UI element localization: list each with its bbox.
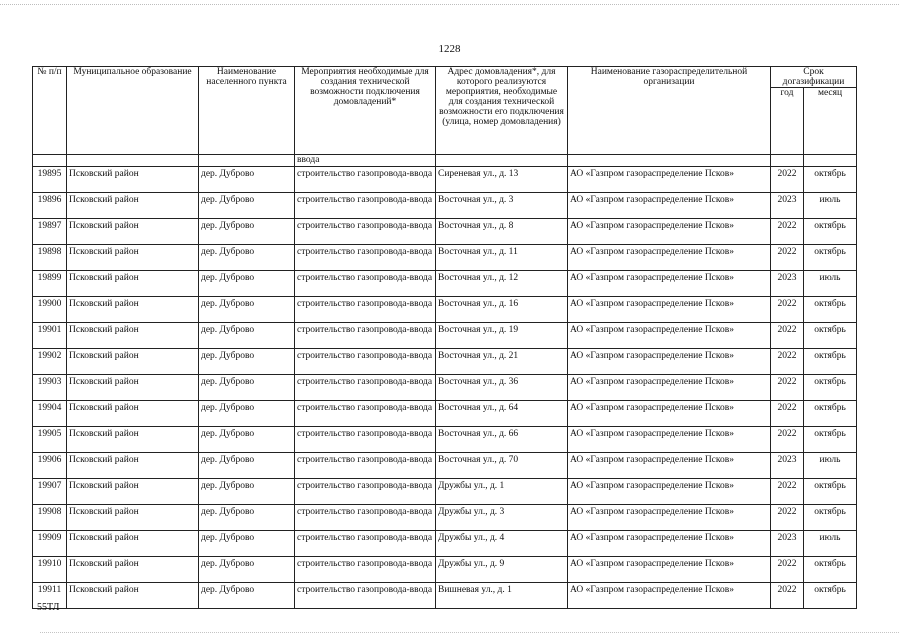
- header-num: № п/п: [33, 67, 67, 155]
- table-row: [33, 453, 857, 479]
- cell-municipality: Псковский район: [67, 375, 199, 401]
- cell-address: Восточная ул., д. 64: [436, 401, 568, 427]
- cell-num: 19905: [33, 427, 67, 453]
- cell-year: 2022: [771, 167, 804, 193]
- cell-month: октябрь: [804, 167, 857, 193]
- cell-org: АО «Газпром газораспределение Псков»: [568, 219, 771, 245]
- cell-settlement: дер. Дуброво: [199, 219, 295, 245]
- table-row: [33, 479, 857, 505]
- cell-address: Восточная ул., д. 3: [436, 193, 568, 219]
- header-settlement: Наименование населенного пункта: [199, 67, 295, 155]
- cell-measure: строительство газопровода-ввода: [295, 219, 436, 245]
- cell-num: 19898: [33, 245, 67, 271]
- cell-num: 19896: [33, 193, 67, 219]
- cell-measure: строительство газопровода-ввода: [295, 531, 436, 557]
- cell-measure: строительство газопровода-ввода: [295, 479, 436, 505]
- cell-settlement: дер. Дуброво: [199, 297, 295, 323]
- cell-org: АО «Газпром газораспределение Псков»: [568, 297, 771, 323]
- table-body: [33, 155, 857, 609]
- cell-year: 2022: [771, 401, 804, 427]
- cell-month: октябрь: [804, 375, 857, 401]
- table-row: [33, 323, 857, 349]
- cell-year: 2023: [771, 531, 804, 557]
- cell-org: АО «Газпром газораспределение Псков»: [568, 375, 771, 401]
- cell-municipality: Псковский район: [67, 401, 199, 427]
- cell-month: октябрь: [804, 349, 857, 375]
- cell-month: октябрь: [804, 323, 857, 349]
- cell-year: 2023: [771, 271, 804, 297]
- cell-address: Дружбы ул., д. 1: [436, 479, 568, 505]
- cell-year: 2022: [771, 323, 804, 349]
- cell-org: АО «Газпром газораспределение Псков»: [568, 531, 771, 557]
- page-number: 1228: [438, 43, 461, 55]
- table-row: [33, 349, 857, 375]
- table-row: [33, 245, 857, 271]
- cell-num: 19895: [33, 167, 67, 193]
- cell-measure: строительство газопровода-ввода: [295, 323, 436, 349]
- cell-num: 19899: [33, 271, 67, 297]
- cell-municipality: Псковский район: [67, 479, 199, 505]
- cell-municipality: Псковский район: [67, 505, 199, 531]
- header-org: Наименование газораспределительной организации: [568, 67, 771, 155]
- cell-month: октябрь: [804, 505, 857, 531]
- cell-municipality: Псковский район: [67, 245, 199, 271]
- cell-measure: строительство газопровода-ввода: [295, 245, 436, 271]
- scan-artifact-bottom: [40, 632, 899, 636]
- cell-org: АО «Газпром газораспределение Псков»: [568, 323, 771, 349]
- cell-municipality: Псковский район: [67, 557, 199, 583]
- cell-num: 19907: [33, 479, 67, 505]
- cell-settlement: дер. Дуброво: [199, 323, 295, 349]
- cell-measure: строительство газопровода-ввода: [295, 453, 436, 479]
- cell-address: Восточная ул., д. 36: [436, 375, 568, 401]
- cell-measure: строительство газопровода-ввода: [295, 297, 436, 323]
- cell-num: 19897: [33, 219, 67, 245]
- cell-org: АО «Газпром газораспределение Псков»: [568, 245, 771, 271]
- table-row: [33, 427, 857, 453]
- cell-year: 2023: [771, 193, 804, 219]
- cell-municipality: Псковский район: [67, 583, 199, 609]
- cell-num: 19903: [33, 375, 67, 401]
- cell-address: Восточная ул., д. 19: [436, 323, 568, 349]
- cell-month: октябрь: [804, 427, 857, 453]
- table-row: [33, 375, 857, 401]
- cell-num: 19910: [33, 557, 67, 583]
- cell-org: АО «Газпром газораспределение Псков»: [568, 271, 771, 297]
- cell-org: АО «Газпром газораспределение Псков»: [568, 583, 771, 609]
- cell-num: 19911: [33, 583, 67, 609]
- cell-address: Сиреневая ул., д. 13: [436, 167, 568, 193]
- cell-municipality: Псковский район: [67, 531, 199, 557]
- cell-year: 2022: [771, 557, 804, 583]
- cell-settlement: дер. Дуброво: [199, 375, 295, 401]
- cell-month: октябрь: [804, 557, 857, 583]
- cell-municipality: Псковский район: [67, 271, 199, 297]
- header-year: год: [771, 88, 804, 155]
- table-row: [33, 583, 857, 609]
- cell-address: Восточная ул., д. 70: [436, 453, 568, 479]
- cell-municipality: Псковский район: [67, 453, 199, 479]
- cell-year: 2022: [771, 479, 804, 505]
- table-row: [33, 167, 857, 193]
- cell-settlement: дер. Дуброво: [199, 245, 295, 271]
- cell-settlement: дер. Дуброво: [199, 271, 295, 297]
- table-row: [33, 193, 857, 219]
- cell-settlement: дер. Дуброво: [199, 479, 295, 505]
- cell-address: Дружбы ул., д. 9: [436, 557, 568, 583]
- cell-num: 19906: [33, 453, 67, 479]
- cell-num: 19900: [33, 297, 67, 323]
- cell-settlement: дер. Дуброво: [199, 193, 295, 219]
- cell-year: 2022: [771, 427, 804, 453]
- header-term: Срок догазификации: [771, 67, 857, 88]
- cell-year: 2023: [771, 453, 804, 479]
- cell-measure: строительство газопровода-ввода: [295, 193, 436, 219]
- cell-year: 2022: [771, 505, 804, 531]
- cell-month: октябрь: [804, 583, 857, 609]
- cell-municipality: Псковский район: [67, 427, 199, 453]
- cell-year: 2022: [771, 297, 804, 323]
- cell-address: Дружбы ул., д. 4: [436, 531, 568, 557]
- cell-measure: строительство газопровода-ввода: [295, 401, 436, 427]
- cell-year: 2022: [771, 375, 804, 401]
- table-row: [33, 271, 857, 297]
- cell-address: Восточная ул., д. 21: [436, 349, 568, 375]
- cell-municipality: Псковский район: [67, 323, 199, 349]
- continuation-row: [33, 155, 857, 167]
- cell-settlement: дер. Дуброво: [199, 453, 295, 479]
- cell-year: 2022: [771, 219, 804, 245]
- table-row: [33, 557, 857, 583]
- cell-org: АО «Газпром газораспределение Псков»: [568, 401, 771, 427]
- header-month: месяц: [804, 88, 857, 155]
- table-row: [33, 219, 857, 245]
- cell-measure: строительство газопровода-ввода: [295, 505, 436, 531]
- cell-year: 2022: [771, 583, 804, 609]
- cell-measure: строительство газопровода-ввода: [295, 349, 436, 375]
- cell-month: июль: [804, 271, 857, 297]
- cell-month: октябрь: [804, 401, 857, 427]
- cell-num: 19909: [33, 531, 67, 557]
- cell-settlement: дер. Дуброво: [199, 505, 295, 531]
- header-measures: Мероприятия необходимые для создания технической возможности подключения домовладений*: [295, 67, 436, 155]
- table-row: [33, 297, 857, 323]
- gasification-table: [32, 66, 857, 609]
- cell-measure: строительство газопровода-ввода: [295, 167, 436, 193]
- cell-org: АО «Газпром газораспределение Псков»: [568, 167, 771, 193]
- cell-org: АО «Газпром газораспределение Псков»: [568, 193, 771, 219]
- header-address: Адрес домовладения*, для которого реализуются мероприятия, необходимые для создания технической возможности его подключения (улица, номер домовладения): [436, 67, 568, 155]
- cell-year: 2022: [771, 349, 804, 375]
- header-municipality: Муниципальное образование: [67, 67, 199, 155]
- cell-settlement: дер. Дуброво: [199, 583, 295, 609]
- cell-municipality: Псковский район: [67, 167, 199, 193]
- cell-address: Вишневая ул., д. 1: [436, 583, 568, 609]
- cell-address: Восточная ул., д. 12: [436, 271, 568, 297]
- cell-org: АО «Газпром газораспределение Псков»: [568, 349, 771, 375]
- cell-org: АО «Газпром газораспределение Псков»: [568, 427, 771, 453]
- cell-settlement: дер. Дуброво: [199, 349, 295, 375]
- cell-measure: строительство газопровода-ввода: [295, 375, 436, 401]
- cell-month: июль: [804, 531, 857, 557]
- cell-month: июль: [804, 193, 857, 219]
- cell-month: октябрь: [804, 297, 857, 323]
- continuation-measure: ввода: [295, 155, 436, 167]
- table-row: [33, 505, 857, 531]
- cell-address: Восточная ул., д. 11: [436, 245, 568, 271]
- cell-municipality: Псковский район: [67, 219, 199, 245]
- footer-code: 55ТЛ: [37, 602, 60, 613]
- cell-address: Восточная ул., д. 8: [436, 219, 568, 245]
- cell-measure: строительство газопровода-ввода: [295, 427, 436, 453]
- cell-org: АО «Газпром газораспределение Псков»: [568, 453, 771, 479]
- cell-num: 19901: [33, 323, 67, 349]
- cell-org: АО «Газпром газораспределение Псков»: [568, 505, 771, 531]
- scan-artifact-top: [0, 4, 899, 8]
- cell-settlement: дер. Дуброво: [199, 531, 295, 557]
- cell-num: 19908: [33, 505, 67, 531]
- cell-address: Дружбы ул., д. 3: [436, 505, 568, 531]
- cell-num: 19902: [33, 349, 67, 375]
- cell-org: АО «Газпром газораспределение Псков»: [568, 479, 771, 505]
- cell-month: октябрь: [804, 479, 857, 505]
- cell-settlement: дер. Дуброво: [199, 401, 295, 427]
- cell-month: октябрь: [804, 219, 857, 245]
- cell-municipality: Псковский район: [67, 349, 199, 375]
- cell-settlement: дер. Дуброво: [199, 427, 295, 453]
- cell-address: Восточная ул., д. 16: [436, 297, 568, 323]
- cell-settlement: дер. Дуброво: [199, 167, 295, 193]
- table-row: [33, 531, 857, 557]
- cell-month: октябрь: [804, 245, 857, 271]
- cell-measure: строительство газопровода-ввода: [295, 557, 436, 583]
- cell-municipality: Псковский район: [67, 297, 199, 323]
- table-row: [33, 401, 857, 427]
- cell-year: 2022: [771, 245, 804, 271]
- cell-org: АО «Газпром газораспределение Псков»: [568, 557, 771, 583]
- cell-settlement: дер. Дуброво: [199, 557, 295, 583]
- cell-address: Восточная ул., д. 66: [436, 427, 568, 453]
- cell-num: 19904: [33, 401, 67, 427]
- cell-measure: строительство газопровода-ввода: [295, 271, 436, 297]
- cell-month: июль: [804, 453, 857, 479]
- cell-municipality: Псковский район: [67, 193, 199, 219]
- cell-measure: строительство газопровода-ввода: [295, 583, 436, 609]
